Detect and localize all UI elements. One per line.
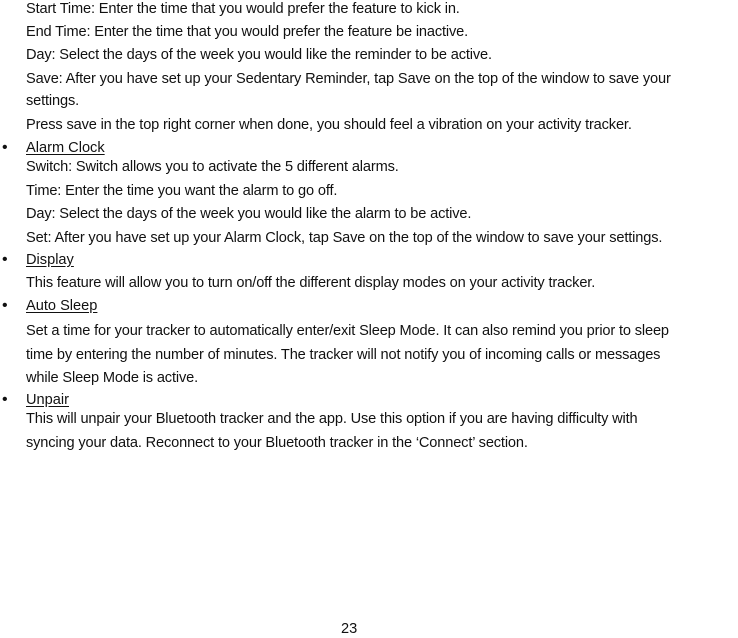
sedentary-save-text-cont: settings. [26,93,79,109]
alarm-time-text: Time: Enter the time you want the alarm to go off. [26,183,338,199]
alarm-set-text: Set: After you have set up your Alarm Clock, tap Save on the top of the window to save your settings. [26,230,663,246]
section-heading-unpair: Unpair [26,392,69,408]
bullet-icon: • [2,297,8,314]
auto-sleep-text-1: Set a time for your tracker to automatically enter/exit Sleep Mode. It can also remind you prior to sleep [26,323,669,339]
auto-sleep-text-2: time by entering the number of minutes. The tracker will not notify you of incoming calls or messages [26,347,661,363]
sedentary-day-text: Day: Select the days of the week you would like the reminder to be active. [26,47,492,63]
sedentary-save-text: Save: After you have set up your Sedentary Reminder, tap Save on the top of the window to save your [26,71,671,87]
sedentary-start-time-text: Start Time: Enter the time that you would prefer the feature to kick in. [26,1,460,17]
section-heading-auto-sleep: Auto Sleep [26,298,98,314]
page-number: 23 [341,621,358,637]
alarm-switch-text: Switch: Switch allows you to activate the 5 different alarms. [26,159,399,175]
section-heading-display: Display [26,252,74,268]
unpair-text-1: This will unpair your Bluetooth tracker and the app. Use this option if you are having difficulty with [26,411,638,427]
bullet-icon: • [2,391,8,408]
display-description-text: This feature will allow you to turn on/off the different display modes on your activity tracker. [26,275,596,291]
alarm-day-text: Day: Select the days of the week you would like the alarm to be active. [26,206,472,222]
auto-sleep-text-3: while Sleep Mode is active. [26,370,198,386]
section-heading-alarm-clock: Alarm Clock [26,140,105,156]
sedentary-end-time-text: End Time: Enter the time that you would prefer the feature be inactive. [26,24,469,40]
sedentary-press-save-text: Press save in the top right corner when done, you should feel a vibration on your activity tracker. [26,117,632,133]
bullet-icon: • [2,139,8,156]
bullet-icon: • [2,251,8,268]
unpair-text-2: syncing your data. Reconnect to your Bluetooth tracker in the ‘Connect’ section. [26,435,528,451]
